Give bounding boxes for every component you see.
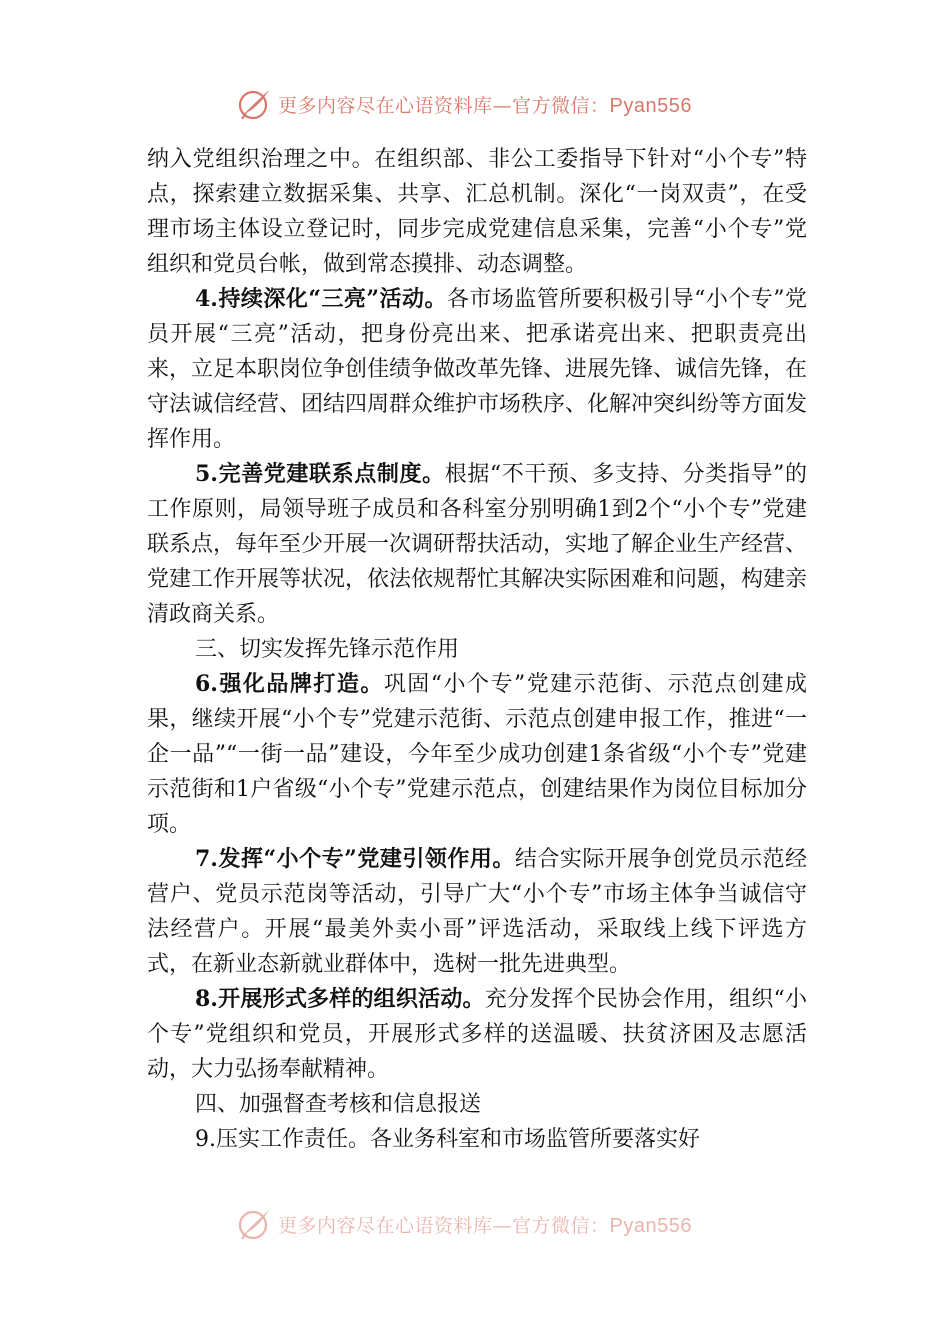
- paragraph-continuation: 纳入党组织治理之中。在组织部、非公工委指导下针对“小个专”特点，探索建立数据采集、共享、汇总机制。深化“一岗双责”，在受理市场主体设立登记时，同步完成党建信息采集，完善“小个专”党组织和党员台帐，做到常态摸排、动态调整。: [147, 147, 807, 277]
- footer-watermark: [236, 1204, 756, 1244]
- item-5-text: 根据“不干预、多支持、分类指导”的工作原则，局领导班子成员和各科室分别明确1到2个“小个专”党建联系点，每年至少开展一次调研帮扶活动，实地了解企业生产经营、党建工作开展等状况，依法依规帮忙其解决实际困难和问题，构建亲清政商关系。: [147, 462, 808, 627]
- section-heading-3: 三、切实发挥先锋示范作用: [195, 637, 460, 662]
- paragraph-item-7: [147, 842, 807, 982]
- item-8-title: 8.开展形式多样的组织活动。: [195, 986, 485, 1012]
- document-body: [147, 142, 807, 1157]
- item-4-title: 4.持续深化“三亮”活动。: [195, 286, 447, 312]
- item-5-title: 5.完善党建联系点制度。: [195, 461, 445, 487]
- watermark-text: 更多内容尽在心语资料库—官方微信：Pyan556: [278, 1214, 692, 1237]
- item-7-title: 7.发挥“小个专”党建引领作用。: [195, 846, 515, 872]
- quill-logo-icon: [236, 86, 272, 122]
- paragraph-item-8: [147, 982, 807, 1087]
- watermark-text: 更多内容尽在心语资料库—官方微信：Pyan556: [278, 94, 692, 117]
- item-6-title: 6.强化品牌打造。: [195, 671, 384, 697]
- paragraph-item-6: [147, 667, 807, 842]
- header-watermark: [236, 84, 756, 124]
- paragraph-item-5: [147, 457, 807, 632]
- section-heading-4: 四、加强督查考核和信息报送: [195, 1092, 482, 1117]
- paragraph-item-4: [147, 282, 807, 457]
- item-7-text: 结合实际开展争创党员示范经营户、党员示范岗等活动，引导广大“小个专”市场主体争当诚信守法经营户。开展“最美外卖小哥”评选活动，采取线上线下评选方式，在新业态新就业群体中，选树一批先进典型。: [147, 847, 807, 977]
- quill-logo-icon: [236, 1206, 272, 1242]
- item-6-text: 巩固“小个专”党建示范街、示范点创建成果，继续开展“小个专”党建示范街、示范点创建申报工作，推进“一企一品”“一街一品”建设，今年至少成功创建1条省级“小个专”党建示范街和1户省级“小个专”党建示范点，创建结果作为岗位目标加分项。: [147, 672, 807, 837]
- paragraph-item-9: 9.压实工作责任。各业务科室和市场监管所要落实好: [195, 1127, 700, 1152]
- item-4-text: 各市场监管所要积极引导“小个专”党员开展“三亮”活动，把身份亮出来、把承诺亮出来、把职责亮出来，立足本职岗位争创佳绩争做改革先锋、进展先锋、诚信先锋，在守法诚信经营、团结四周群众维护市场秩序、化解冲突纠纷等方面发挥作用。: [147, 287, 808, 452]
- item-8-text: 充分发挥个民协会作用，组织“小个专”党组织和党员，开展形式多样的送温暖、扶贫济困及志愿活动，大力弘扬奉献精神。: [147, 987, 808, 1082]
